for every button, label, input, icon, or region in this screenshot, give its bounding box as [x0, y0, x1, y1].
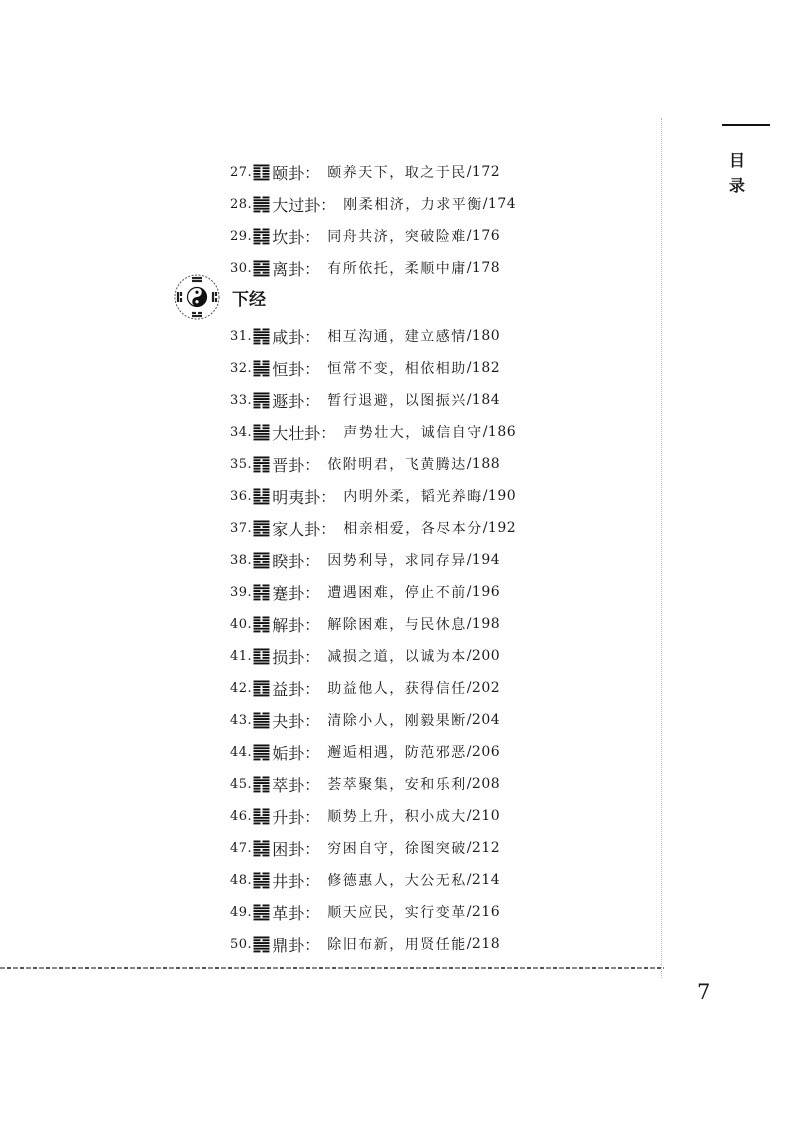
entry-colon: ：: [304, 903, 320, 922]
entry-number: 49.: [230, 904, 253, 920]
entry-page-ref: /212: [466, 840, 501, 856]
section-heading: [172, 272, 266, 322]
toc-entry[interactable]: [230, 704, 650, 736]
entry-colon: ：: [304, 743, 320, 762]
hexagram-icon: [253, 360, 270, 377]
entry-number: 40.: [230, 616, 253, 632]
hexagram-name: 大过卦: [272, 195, 321, 215]
entry-number: 41.: [230, 648, 253, 664]
entry-description: 减损之道，以诚为本: [327, 649, 467, 665]
entry-colon: ：: [304, 807, 320, 826]
hexagram-name: 恒卦: [272, 359, 305, 379]
hexagram-name: 晋卦: [272, 455, 305, 475]
entry-colon: ：: [304, 259, 320, 278]
entry-colon: ：: [304, 327, 320, 346]
toc-entry[interactable]: [230, 672, 650, 704]
hexagram-icon: [253, 584, 270, 601]
hexagram-name: 咸卦: [272, 327, 305, 347]
toc-entry[interactable]: [230, 220, 650, 252]
entry-description: 因势利导，求同存异: [327, 553, 467, 569]
hexagram-name: 升卦: [272, 807, 305, 827]
toc-entry[interactable]: [230, 384, 650, 416]
toc-entry[interactable]: [230, 800, 650, 832]
entry-page-ref: /200: [466, 648, 501, 664]
entry-number: 32.: [230, 360, 253, 376]
toc-entry[interactable]: [230, 320, 650, 352]
entry-number: 27.: [230, 164, 253, 180]
entry-page-ref: /210: [466, 808, 501, 824]
hexagram-icon: [253, 552, 270, 569]
entry-page-ref: /172: [466, 164, 501, 180]
toc-entry[interactable]: [230, 480, 650, 512]
entry-colon: ：: [304, 163, 320, 182]
toc-entry[interactable]: [230, 512, 650, 544]
entry-number: 50.: [230, 936, 253, 952]
entry-colon: ：: [320, 423, 336, 442]
hexagram-icon: [253, 328, 270, 345]
entry-colon: ：: [304, 647, 320, 666]
hexagram-name: 井卦: [272, 871, 305, 891]
entry-description: 恒常不变，相依相助: [327, 361, 467, 377]
toc-entry[interactable]: [230, 544, 650, 576]
hexagram-icon: [253, 488, 270, 505]
toc-entry[interactable]: [230, 352, 650, 384]
toc-entry[interactable]: [230, 928, 650, 960]
entry-page-ref: /202: [466, 680, 501, 696]
entry-description: 暂行退避，以图振兴: [327, 393, 467, 409]
toc-list-upper-canon: [230, 156, 650, 284]
toc-list-lower-canon: [230, 320, 650, 960]
entry-page-ref: /198: [466, 616, 501, 632]
entry-number: 44.: [230, 744, 253, 760]
page-bottom-rule: [0, 967, 664, 969]
entry-page-ref: /174: [482, 196, 517, 212]
entry-page-ref: /180: [466, 328, 501, 344]
entry-number: 34.: [230, 424, 253, 440]
entry-colon: ：: [304, 227, 320, 246]
entry-page-ref: /186: [482, 424, 517, 440]
hexagram-icon: [253, 392, 270, 409]
entry-page-ref: /178: [466, 260, 501, 276]
entry-page-ref: /206: [466, 744, 501, 760]
entry-page-ref: /194: [466, 552, 501, 568]
entry-description: 依附明君，飞黄腾达: [327, 457, 467, 473]
entry-description: 同舟共济，突破险难: [327, 229, 467, 245]
hexagram-icon: [253, 196, 270, 213]
entry-description: 有所依托，柔顺中庸: [327, 261, 467, 277]
entry-page-ref: /182: [466, 360, 501, 376]
entry-number: 36.: [230, 488, 253, 504]
entry-description: 邂逅相遇，防范邪恶: [327, 745, 467, 761]
hexagram-name: 革卦: [272, 903, 305, 923]
entry-page-ref: /192: [482, 520, 517, 536]
entry-description: 修德惠人，大公无私: [327, 873, 467, 889]
hexagram-name: 坎卦: [272, 227, 305, 247]
hexagram-name: 解卦: [272, 615, 305, 635]
hexagram-icon: [253, 744, 270, 761]
hexagram-name: 离卦: [272, 259, 305, 279]
entry-number: 28.: [230, 196, 253, 212]
hexagram-name: 损卦: [272, 647, 305, 667]
entry-page-ref: /184: [466, 392, 501, 408]
entry-colon: ：: [304, 615, 320, 634]
hexagram-name: 颐卦: [272, 163, 305, 183]
hexagram-icon: [253, 808, 270, 825]
bagua-emblem-icon: [172, 272, 222, 322]
toc-entry[interactable]: [230, 156, 650, 188]
entry-number: 45.: [230, 776, 253, 792]
hexagram-name: 鼎卦: [272, 935, 305, 955]
entry-colon: ：: [320, 195, 336, 214]
page-number: 7: [697, 980, 711, 1004]
entry-description: 刚柔相济，力求平衡: [343, 197, 483, 213]
entry-description: 清除小人，刚毅果断: [327, 713, 467, 729]
hexagram-name: 夬卦: [272, 711, 305, 731]
hexagram-icon: [253, 712, 270, 729]
entry-page-ref: /208: [466, 776, 501, 792]
entry-number: 39.: [230, 584, 253, 600]
entry-page-ref: /218: [466, 936, 501, 952]
hexagram-icon: [253, 680, 270, 697]
entry-number: 46.: [230, 808, 253, 824]
entry-number: 47.: [230, 840, 253, 856]
hexagram-icon: [253, 616, 270, 633]
toc-entry[interactable]: [230, 736, 650, 768]
entry-description: 内明外柔，韬光养晦: [343, 489, 483, 505]
toc-entry[interactable]: [230, 448, 650, 480]
side-title: 目录: [729, 151, 746, 195]
hexagram-icon: [253, 776, 270, 793]
hexagram-name: 益卦: [272, 679, 305, 699]
entry-description: 顺势上升，积小成大: [327, 809, 467, 825]
hexagram-icon: [253, 456, 270, 473]
entry-colon: ：: [304, 839, 320, 858]
hexagram-name: 困卦: [272, 839, 305, 859]
entry-colon: ：: [304, 391, 320, 410]
entry-number: 29.: [230, 228, 253, 244]
entry-colon: ：: [304, 711, 320, 730]
entry-page-ref: /188: [466, 456, 501, 472]
margin-dotted-line: [661, 118, 662, 978]
entry-colon: ：: [304, 935, 320, 954]
toc-entry[interactable]: [230, 640, 650, 672]
entry-description: 相亲相爱，各尽本分: [343, 521, 483, 537]
hexagram-icon: [253, 228, 270, 245]
entry-number: 48.: [230, 872, 253, 888]
entry-colon: ：: [320, 487, 336, 506]
entry-page-ref: /190: [482, 488, 517, 504]
entry-number: 30.: [230, 260, 253, 276]
entry-description: 除旧布新，用贤任能: [327, 937, 467, 953]
toc-entry[interactable]: [230, 864, 650, 896]
entry-number: 31.: [230, 328, 253, 344]
toc-entry[interactable]: [230, 608, 650, 640]
entry-page-ref: /196: [466, 584, 501, 600]
hexagram-name: 蹇卦: [272, 583, 305, 603]
hexagram-icon: [253, 872, 270, 889]
hexagram-icon: [253, 904, 270, 921]
hexagram-name: 姤卦: [272, 743, 305, 763]
toc-entry[interactable]: [230, 896, 650, 928]
hexagram-name: 睽卦: [272, 551, 305, 571]
entry-description: 解除困难，与民休息: [327, 617, 467, 633]
entry-description: 穷困自守，徐图突破: [327, 841, 467, 857]
hexagram-icon: [253, 936, 270, 953]
entry-colon: ：: [304, 775, 320, 794]
hexagram-icon: [253, 648, 270, 665]
hexagram-icon: [253, 424, 270, 441]
entry-description: 荟萃聚集，安和乐利: [327, 777, 467, 793]
hexagram-icon: [253, 840, 270, 857]
toc-entry[interactable]: [230, 188, 650, 220]
entry-description: 相互沟通，建立感情: [327, 329, 467, 345]
entry-page-ref: /214: [466, 872, 501, 888]
entry-colon: ：: [304, 551, 320, 570]
toc-entry[interactable]: [230, 416, 650, 448]
entry-number: 43.: [230, 712, 253, 728]
hexagram-name: 家人卦: [272, 519, 321, 539]
hexagram-name: 大壮卦: [272, 423, 321, 443]
side-title-rule: [722, 124, 770, 126]
entry-colon: ：: [304, 455, 320, 474]
hexagram-icon: [253, 520, 270, 537]
hexagram-name: 遯卦: [272, 391, 305, 411]
toc-entry[interactable]: [230, 576, 650, 608]
entry-number: 42.: [230, 680, 253, 696]
entry-page-ref: /204: [466, 712, 501, 728]
entry-colon: ：: [304, 583, 320, 602]
entry-number: 35.: [230, 456, 253, 472]
entry-description: 助益他人，获得信任: [327, 681, 467, 697]
entry-description: 顺天应民，实行变革: [327, 905, 467, 921]
entry-description: 遭遇困难，停止不前: [327, 585, 467, 601]
hexagram-name: 明夷卦: [272, 487, 321, 507]
hexagram-icon: [253, 164, 270, 181]
entry-page-ref: /176: [466, 228, 501, 244]
toc-entry[interactable]: [230, 768, 650, 800]
entry-description: 声势壮大，诚信自守: [343, 425, 483, 441]
toc-entry[interactable]: [230, 252, 650, 284]
section-title: 下经: [232, 289, 266, 310]
entry-number: 33.: [230, 392, 253, 408]
entry-colon: ：: [320, 519, 336, 538]
entry-colon: ：: [304, 679, 320, 698]
toc-entry[interactable]: [230, 832, 650, 864]
entry-description: 颐养天下，取之于民: [327, 165, 467, 181]
hexagram-name: 萃卦: [272, 775, 305, 795]
entry-colon: ：: [304, 871, 320, 890]
entry-number: 38.: [230, 552, 253, 568]
entry-colon: ：: [304, 359, 320, 378]
entry-page-ref: /216: [466, 904, 501, 920]
entry-number: 37.: [230, 520, 253, 536]
